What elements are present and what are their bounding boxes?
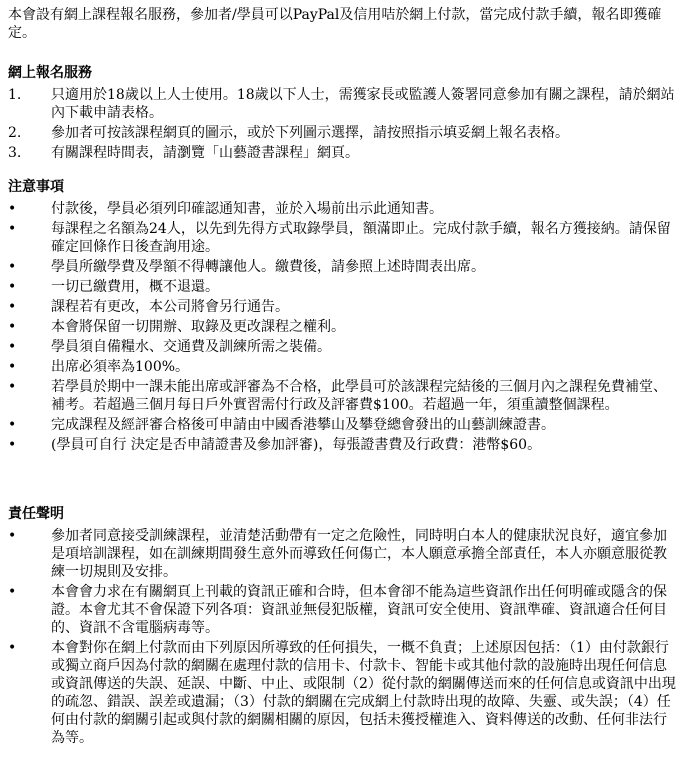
bullet-icon: • <box>8 437 17 453</box>
list-item <box>8 358 676 376</box>
bullet-icon: • <box>8 528 17 544</box>
bullet-icon: • <box>8 417 17 433</box>
bullet-icon: • <box>8 279 17 295</box>
list-item <box>8 86 676 122</box>
item-text: 學員須自備糧水、交通費及訓練所需之裝備。 <box>51 339 331 355</box>
item-number: 3. <box>8 145 22 161</box>
notes-list <box>8 200 676 454</box>
list-item <box>8 436 676 454</box>
notes-section <box>8 178 676 456</box>
list-item <box>8 318 676 336</box>
item-number: 1. <box>8 87 22 103</box>
section-heading: 網上報名服務 <box>8 65 92 81</box>
intro-paragraph: 本會設有網上課程報名服務，參加者/學員可以PayPal及信用咭於網上付款，當完成付款手續，報名即獲確定。 <box>8 7 662 41</box>
list-item <box>8 583 676 637</box>
item-text: 參加者可按該課程網頁的圖示，或於下列圖示選擇，請按照指示填妥網上報名表格。 <box>51 125 569 141</box>
bullet-icon: • <box>8 259 17 275</box>
list-item <box>8 124 676 142</box>
item-text: 若學員於期中一課未能出席或評審為不合格，此學員可於該課程完結後的三個月內之課程免費補堂、補考。若超過三個月每日戶外實習需付行政及評審費$100。若超過一年，須重讀整個課程。 <box>51 379 667 413</box>
disclaimer-section <box>8 505 676 749</box>
item-text: 本會會力求在有關網頁上刊載的資訊正確和合時，但本會卻不能為這些資訊作出任何明確或隱含的保證。本會尤其不會保證下列各項：資訊並無侵犯版權，資訊可安全使用、資訊準確、資訊適合任何目的、資訊不含電腦病毒等。 <box>51 584 667 636</box>
bullet-icon: • <box>8 339 17 355</box>
item-number: 2. <box>8 125 22 141</box>
item-text: 本會將保留一切開辦、取錄及更改課程之權利。 <box>51 319 345 335</box>
bullet-icon: • <box>8 640 17 656</box>
section-heading: 注意事項 <box>8 179 64 195</box>
list-item <box>8 200 676 218</box>
item-text: 課程若有更改，本公司將會另行通告。 <box>51 299 289 315</box>
item-text: 有關課程時間表，請瀏覽「山藝證書課程」網頁。 <box>51 145 359 161</box>
list-item <box>8 378 676 414</box>
item-text: 只適用於18歲以上人士使用。18歲以下人士，需獲家長或監護人簽署同意參加有關之課程，請於網站內下載申請表格。 <box>51 87 675 121</box>
bullet-icon: • <box>8 584 17 600</box>
item-text: 本會對你在網上付款而由下列原因所導致的任何損失，一概不負責；上述原因包括：（1）由付款銀行或獨立商戶因為付款的網關在處理付款的信用卡、付款卡、智能卡或其他付款的設施時出現任何信息或資訊傳送的失誤、延誤、中斷、中止、或限制（2）從付款的網關傳送而來的任何信息或資訊中出現的疏忽、錯誤、誤差或遺漏；（3）付款的網關在完成網上付款時出現的故障、失靈、或失誤；（4）任何由付款的網關引起或與付款的網關相關的原因，包括未獲授權進入、資料傳送的改動、任何非法行為等。 <box>51 640 676 746</box>
bullet-icon: • <box>8 221 17 237</box>
item-text: 參加者同意接受訓練課程，並清楚活動帶有一定之危險性，同時明白本人的健康狀況良好，適宜參加是項培訓課程，如在訓練期間發生意外而導致任何傷亡，本人願意承擔全部責任，本人亦願意服從教練一切規則及安排。 <box>51 528 667 580</box>
item-text: 一切已繳費用，概不退還。 <box>51 279 219 295</box>
bullet-icon: • <box>8 359 17 375</box>
bullet-icon: • <box>8 201 17 217</box>
list-item <box>8 527 676 581</box>
list-item <box>8 416 676 434</box>
disclaimer-list <box>8 527 676 747</box>
item-text: 每課程之名額為24人，以先到先得方式取錄學員，額滿即止。完成付款手續，報名方獲接納。請保留確定回條作日後查詢用途。 <box>51 221 671 255</box>
list-item <box>8 298 676 316</box>
list-item <box>8 220 676 256</box>
item-text: 付款後，學員必須列印確認通知書，並於入場前出示此通知書。 <box>51 201 443 217</box>
list-item <box>8 258 676 276</box>
list-item <box>8 338 676 356</box>
online-registration-section <box>8 64 676 164</box>
bullet-icon: • <box>8 299 17 315</box>
bullet-icon: • <box>8 319 17 335</box>
list-item <box>8 639 676 747</box>
item-text: (學員可自行 決定是否申請證書及參加評審)，每張證書費及行政費：港幣$60。 <box>51 437 542 453</box>
item-text: 學員所繳學費及學額不得轉讓他人。繳費後，請參照上述時間表出席。 <box>51 259 485 275</box>
list-item <box>8 278 676 296</box>
bullet-icon: • <box>8 379 17 395</box>
item-text: 完成課程及經評審合格後可申請由中國香港攀山及攀登總會發出的山藝訓練證書。 <box>51 417 555 433</box>
list-item <box>8 144 676 162</box>
online-registration-list <box>8 86 676 162</box>
item-text: 出席必須率為100%。 <box>51 359 190 375</box>
section-heading: 責任聲明 <box>8 506 64 522</box>
